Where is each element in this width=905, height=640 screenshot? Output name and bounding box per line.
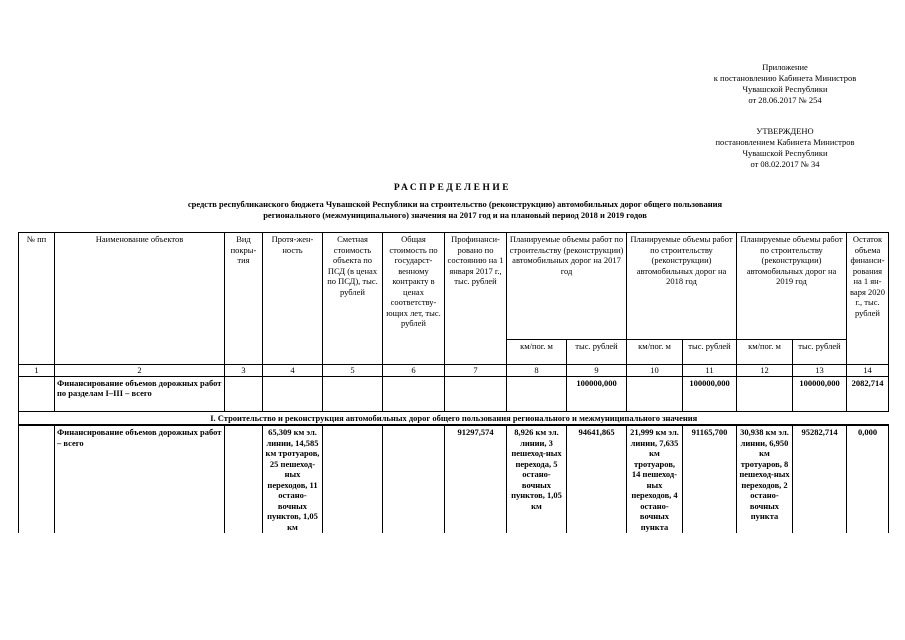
approval-line: Чувашской Республики xyxy=(742,148,828,158)
approval-block-attachment xyxy=(690,62,880,106)
total-rub-2019: 100000,000 xyxy=(793,376,847,411)
header-cell: Протя-жен-ность xyxy=(263,233,323,365)
table-cell xyxy=(737,376,793,411)
header-cell: Профинанси-ровано по состоянию на 1 января 2017 г., тыс. рублей xyxy=(445,233,507,365)
header-cell: Вид покры-тия xyxy=(225,233,263,365)
subheader-cell: тыс. рублей xyxy=(793,340,847,365)
approval-block-approved xyxy=(690,126,880,170)
document-title: РАСПРЕДЕЛЕНИЕ xyxy=(393,183,512,193)
table-cell xyxy=(19,376,55,411)
table-cell xyxy=(263,376,323,411)
document-subtitle xyxy=(100,199,810,221)
section-row-rub-2018: 91165,700 xyxy=(683,425,737,533)
header-cell: Остаток объема финанси-рования на 1 ян-варя 2020 г., тыс. рублей xyxy=(847,233,889,365)
column-number: 13 xyxy=(793,365,847,377)
table-cell xyxy=(225,376,263,411)
section-row-financed: 91297,574 xyxy=(445,425,507,533)
column-number: 6 xyxy=(383,365,445,377)
column-number-row xyxy=(19,365,889,377)
table-cell xyxy=(383,376,445,411)
section-row xyxy=(19,425,889,533)
subheader-cell: тыс. рублей xyxy=(567,340,627,365)
approval-line: постановлением Кабинета Министров xyxy=(715,137,855,147)
subheader-cell: км/пог. м xyxy=(507,340,567,365)
table-cell xyxy=(383,425,445,533)
total-name: Финансирование объемов дорожных работ по разделам I–III – всего xyxy=(55,376,225,411)
column-number: 7 xyxy=(445,365,507,377)
section-title: I. Строительство и реконструкция автомобильных дорог общего пользования регионального и межмуниципального значения xyxy=(19,411,889,425)
header-cell: № пп xyxy=(19,233,55,365)
approval-line: Чувашской Республики xyxy=(742,84,828,94)
column-number: 4 xyxy=(263,365,323,377)
subheader-cell: км/пог. м xyxy=(627,340,683,365)
section-row-length: 65,309 км эл. линии, 14,585 км тротуаров, 25 пешеход-ных переходов, 11 остано-вочных пунктов, 1,05 км xyxy=(263,425,323,533)
section-row-name: Финансирование объемов дорожных работ – всего xyxy=(55,425,225,533)
table-cell xyxy=(627,376,683,411)
section-row-remainder: 0,000 xyxy=(847,425,889,533)
approval-line: к постановлению Кабинета Министров xyxy=(713,73,857,83)
table-cell xyxy=(323,376,383,411)
column-number: 1 xyxy=(19,365,55,377)
column-number: 10 xyxy=(627,365,683,377)
column-number: 8 xyxy=(507,365,567,377)
column-number: 12 xyxy=(737,365,793,377)
header-cell: Общая стоимость по государст-венному контракту в ценах соответству-ющих лет, тыс. рублей xyxy=(383,233,445,365)
distribution-table xyxy=(18,232,889,533)
table-cell xyxy=(225,425,263,533)
section-row-km-2019: 30,938 км эл. линии, 6,950 км тротуаров, 8 пешеход-ных переходов, 2 остано-вочных пункта xyxy=(737,425,793,533)
total-rub-2017: 100000,000 xyxy=(567,376,627,411)
column-number: 5 xyxy=(323,365,383,377)
section-title-row xyxy=(19,411,889,425)
table-cell xyxy=(507,376,567,411)
approval-line: от 28.06.2017 № 254 xyxy=(748,95,822,105)
approval-line: Приложение xyxy=(762,62,808,72)
section-row-km-2017: 8,926 км эл. линии, 3 пешеход-ных перехода, 5 остано-вочных пунктов, 1,05 км xyxy=(507,425,567,533)
column-number: 3 xyxy=(225,365,263,377)
subtitle-line: регионального (межмуниципального) значения на 2017 год и на плановый период 2018 и 2019 годов xyxy=(263,210,647,220)
subtitle-line: средств республиканского бюджета Чувашской Республики на строительство (реконструкцию) автомобильных дорог общего пользования xyxy=(187,199,723,209)
header-cell: Планируемые объемы работ по строительству (реконструкции) автомобильных дорог на 2017 год xyxy=(507,233,627,340)
section-row-rub-2019: 95282,714 xyxy=(793,425,847,533)
header-row xyxy=(19,233,889,340)
column-number: 11 xyxy=(683,365,737,377)
section-row-km-2018: 21,999 км эл. линии, 7,635 км тротуаров, 14 пешеход-ных переходов, 4 остано-вочных пункта xyxy=(627,425,683,533)
header-cell: Сметная стоимость объекта по ПСД (в ценах по ПСД), тыс. рублей xyxy=(323,233,383,365)
approval-line: УТВЕРЖДЕНО xyxy=(756,126,814,136)
total-row xyxy=(19,376,889,411)
total-rub-2018: 100000,000 xyxy=(683,376,737,411)
header-cell: Наименование объектов xyxy=(55,233,225,365)
column-number: 9 xyxy=(567,365,627,377)
table-cell xyxy=(19,425,55,533)
table-cell xyxy=(445,376,507,411)
column-number: 2 xyxy=(55,365,225,377)
header-cell: Планируемые объемы работ по строительству (реконструкции) автомобильных дорог на 2019 год xyxy=(737,233,847,340)
total-remainder: 2082,714 xyxy=(847,376,889,411)
table-cell xyxy=(323,425,383,533)
subheader-cell: тыс. рублей xyxy=(683,340,737,365)
subheader-cell: км/пог. м xyxy=(737,340,793,365)
approval-line: от 08.02.2017 № 34 xyxy=(750,159,820,169)
column-number: 14 xyxy=(847,365,889,377)
header-cell: Планируемые объемы работ по строительству (реконструкции) автомобильных дорог на 2018 год xyxy=(627,233,737,340)
section-row-rub-2017: 94641,865 xyxy=(567,425,627,533)
